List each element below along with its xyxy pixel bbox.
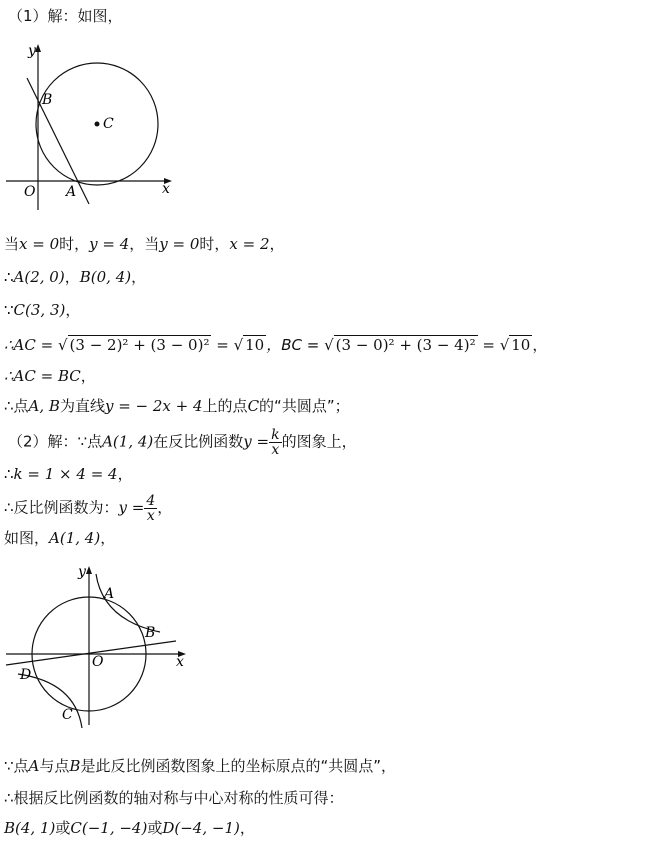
fig2-x-label: x: [176, 654, 184, 670]
line-2: ∴A(2, 0)，B(0, 4)，: [4, 268, 147, 286]
fig1-x-label: x: [162, 181, 170, 197]
fig2-origin-label: O: [92, 654, 104, 670]
fig2-hyperbola-q1: [96, 574, 160, 632]
line-1: 当x = 0时，y = 4，当y = 0时，x = 2，: [4, 235, 285, 253]
fig2-y-label: y: [78, 564, 86, 580]
line-3: ∵C(3, 3)，: [4, 301, 81, 319]
line-6: ∴点A, B为直线y = − 2x + 4上的点C的“共圆点”；: [4, 397, 350, 415]
line-12: ∴根据反比例函数的轴对称与中心对称的性质可得：: [4, 789, 344, 807]
fig1-a-label: A: [66, 184, 77, 200]
line-7: （2）解：∵点A(1, 4)在反比例函数y = $\frac{k}{x}$ 的图象上，: [8, 427, 357, 458]
line-10: 如图，A(1, 4)，: [4, 529, 116, 547]
figure-2: [0, 562, 195, 732]
line-4: ∴AC = √ (3 − 2)² + (3 − 0)² = √ 10 ，BC = √ (3 − 0)² + (3 − 4)² = √ 10 ，: [4, 336, 548, 354]
part1-heading: （1）解：如图，: [8, 7, 123, 25]
line-13: B(4, 1)或C(−1, −4)或D(−4, −1)，: [4, 819, 255, 837]
fig1-point-c: [95, 122, 100, 127]
line-11: ∵点A与点B是此反比例函数图象上的坐标原点的“共圆点”，: [4, 757, 396, 775]
line-8: ∴k = 1 × 4 = 4，: [4, 465, 133, 483]
fig2-a-label: A: [104, 586, 115, 602]
fig2-d-label: D: [20, 667, 32, 683]
line-5: ∴AC = BC，: [4, 367, 96, 385]
fig2-y-arrow: [86, 566, 92, 574]
line-9: ∴反比例函数为：y = $\frac{4}{x}$ ，: [4, 493, 173, 524]
fig2-b-label: B: [145, 625, 156, 641]
figure-1: [0, 40, 190, 215]
fig2-c-label: C: [62, 707, 73, 723]
fig1-b-label: B: [42, 92, 53, 108]
fig1-y-label: y: [28, 43, 36, 59]
fig1-line: [27, 78, 89, 204]
fig1-origin-label: O: [24, 184, 36, 200]
fig1-c-label: C: [103, 116, 114, 132]
